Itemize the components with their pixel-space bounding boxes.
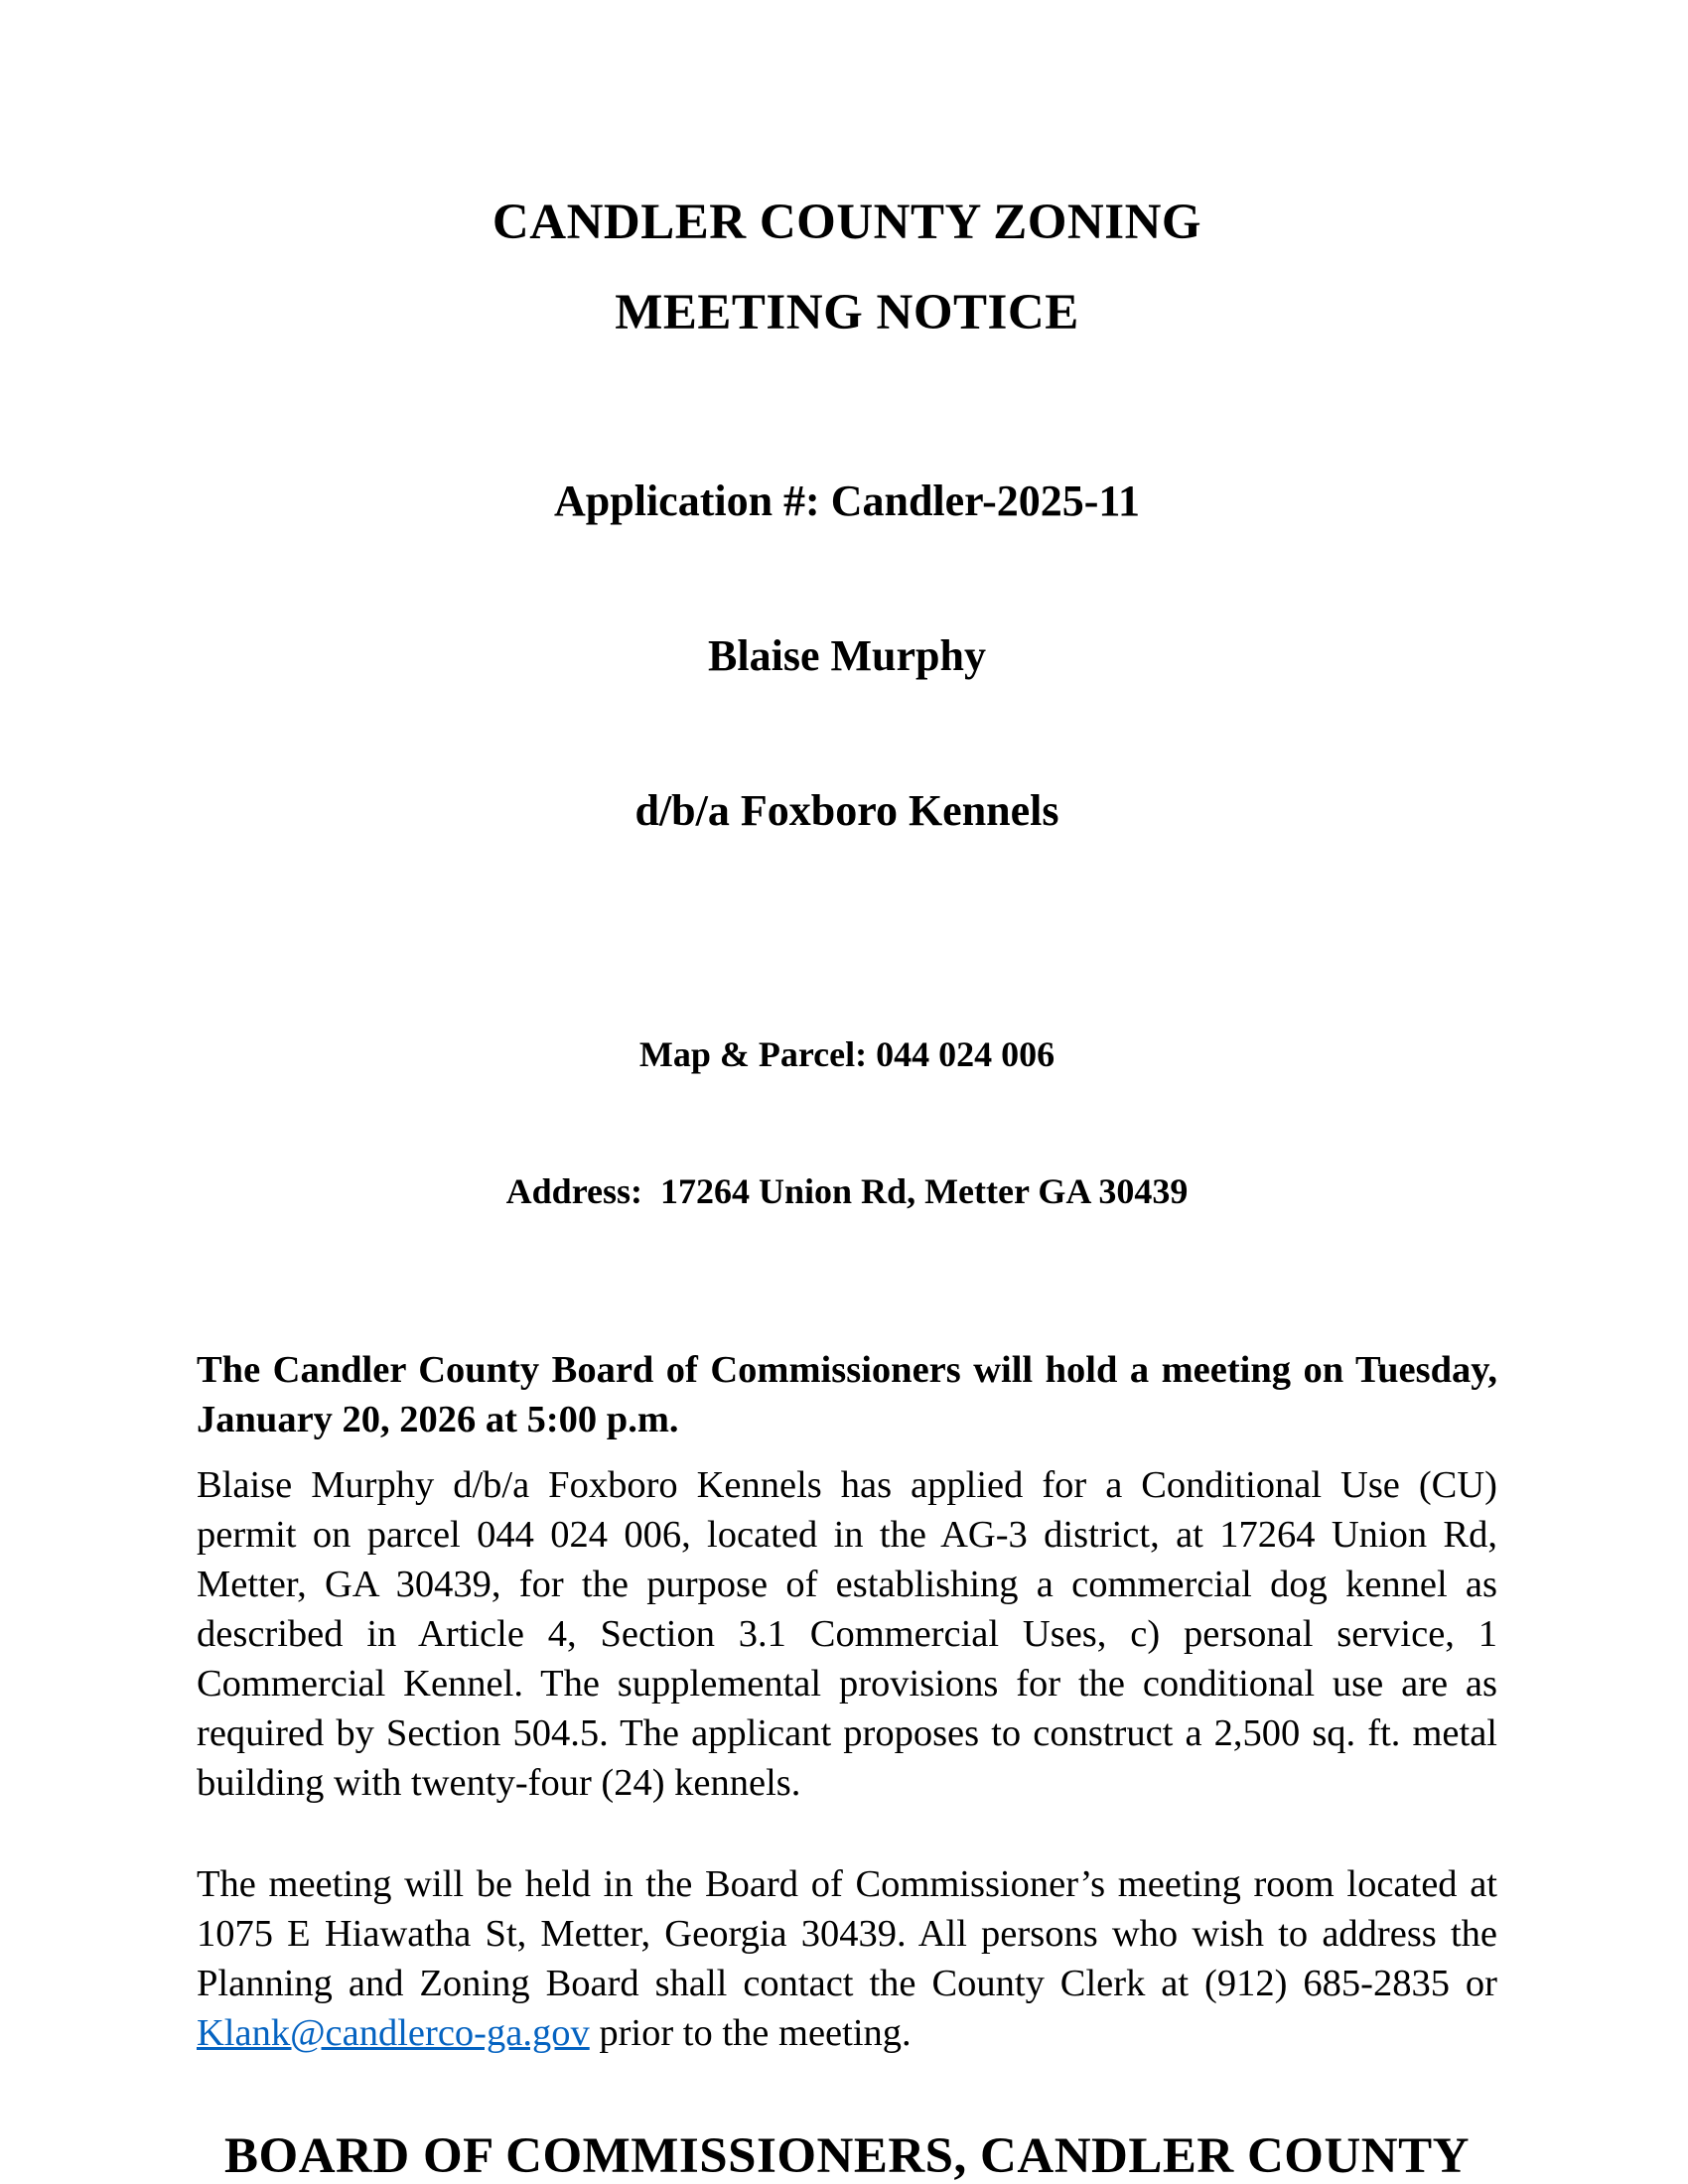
application-number: Application #: Candler-2025-11	[554, 477, 1140, 525]
meeting-announcement: The Candler County Board of Commissioners will hold a meeting on Tuesday, January 20, 2026 at 5:00 p.m.	[197, 1349, 1497, 1440]
document-title-line2: MEETING NOTICE	[615, 285, 1079, 341]
applicant-name: Blaise Murphy	[708, 631, 986, 680]
board-signature: BOARD OF COMMISSIONERS, CANDLER COUNTY	[224, 2128, 1470, 2184]
map-parcel-line: Map & Parcel: 044 024 006	[638, 1034, 1055, 1074]
parcel-header	[197, 940, 1497, 1305]
application-description: Blaise Murphy d/b/a Foxboro Kennels has applied for a Conditional Use (CU) permit on parcel 044 024 006, located in the AG-3 district, at 17264 Union Rd, Metter, GA 30439, for the purpose of establishing a commercial dog kennel as described in Article 4, Section 3.1 Commercial Uses, c) personal service, 1 Commercial Kennel. The supplemental provisions for the conditional use are as required by Section 504.5. The applicant proposes to construct a 2,500 sq. ft. metal building with twenty-four (24) kennels.	[197, 1464, 1497, 1804]
applicant-dba: d/b/a Foxboro Kennels	[634, 786, 1059, 835]
location-text-after-link: prior to the meeting.	[589, 2012, 912, 2054]
document-title-line1: CANDLER COUNTY ZONING	[492, 195, 1202, 250]
meeting-location-paragraph	[197, 1859, 1497, 2058]
address-line: Address: 17264 Union Rd, Metter GA 30439	[505, 1171, 1189, 1211]
application-header	[197, 372, 1497, 940]
location-text-before-link: The meeting will be held in the Board of Commissioner’s meeting room located at 1075 E Hiawatha St, Metter, Georgia 30439. All persons who wish to address the Planning and Zoning Board shall contact the County Clerk at (912) 685-2835 or	[197, 1863, 1497, 2004]
email-link[interactable]: Klank@candlerco-ga.gov	[197, 2012, 590, 2054]
